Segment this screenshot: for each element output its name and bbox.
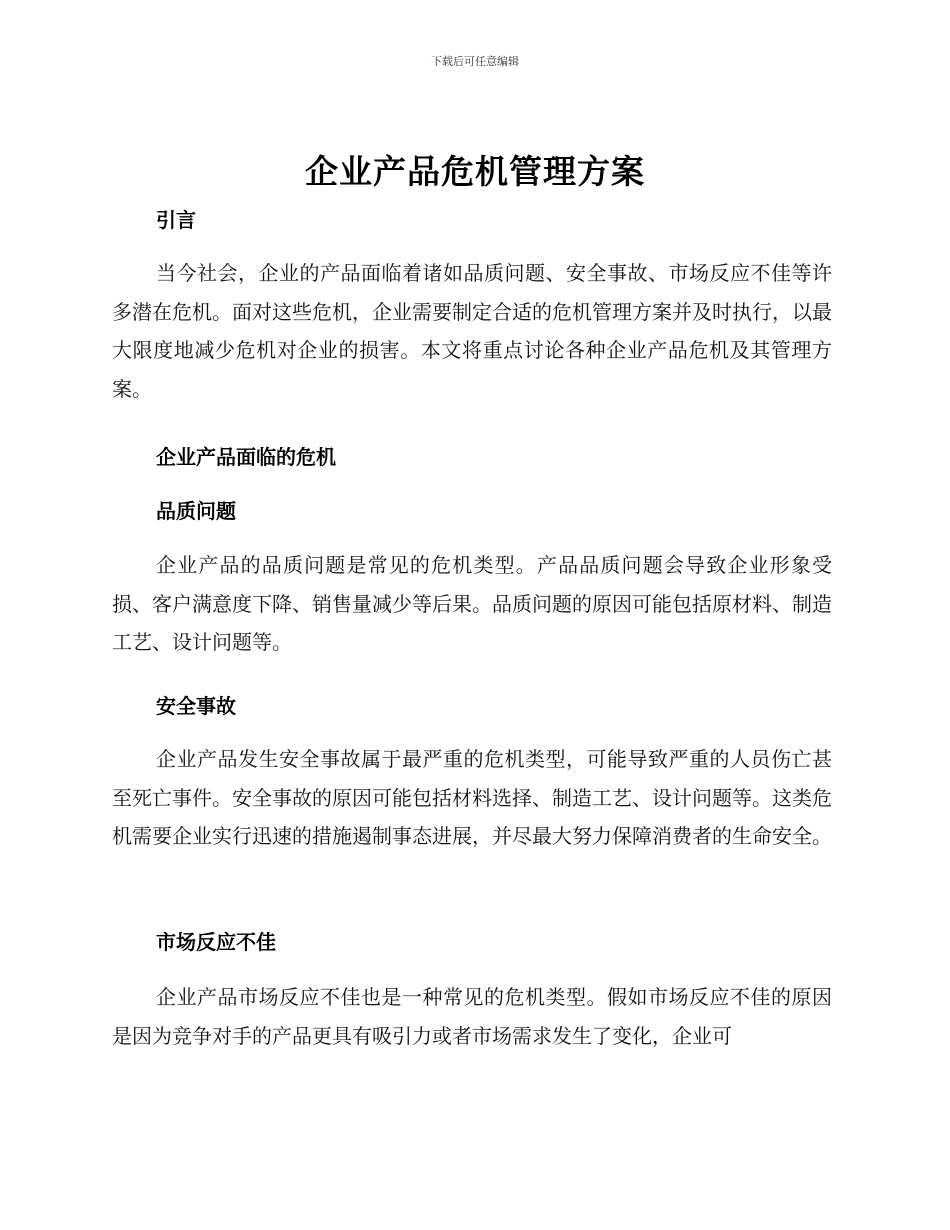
safety-paragraph: 企业产品发生安全事故属于最严重的危机类型，可能导致严重的人员伤亡甚至死亡事件。安全事故的原因可能包括材料选择、制造工艺、设计问题等。这类危机需要企业实行迅速的措施遏制事态进展，并尽最大努力保障消费者的生命安全。 [112, 747, 832, 848]
header-note: 下载后可任意编辑 [431, 55, 519, 68]
market-heading: 市场反应不佳 [156, 930, 276, 954]
section-heading: 企业产品面临的危机 [156, 445, 336, 469]
safety-heading: 安全事故 [156, 694, 236, 718]
document-title: 企业产品危机管理方案 [305, 152, 645, 191]
quality-paragraph: 企业产品的品质问题是常见的危机类型。产品品质问题会导致企业形象受损、客户满意度下降、销售量减少等后果。品质问题的原因可能包括原材料、制造工艺、设计问题等。 [112, 553, 832, 654]
market-paragraph: 企业产品市场反应不佳也是一种常见的危机类型。假如市场反应不佳的原因是因为竞争对手的产品更具有吸引力或者市场需求发生了变化，企业可 [112, 985, 832, 1048]
quality-heading: 品质问题 [156, 499, 236, 523]
intro-heading: 引言 [156, 208, 196, 232]
intro-paragraph: 当今社会，企业的产品面临着诸如品质问题、安全事故、市场反应不佳等许多潜在危机。面对这些危机，企业需要制定合适的危机管理方案并及时执行，以最大限度地减少危机对企业的损害。本文将重点讨论各种企业产品危机及其管理方案。 [112, 261, 832, 401]
